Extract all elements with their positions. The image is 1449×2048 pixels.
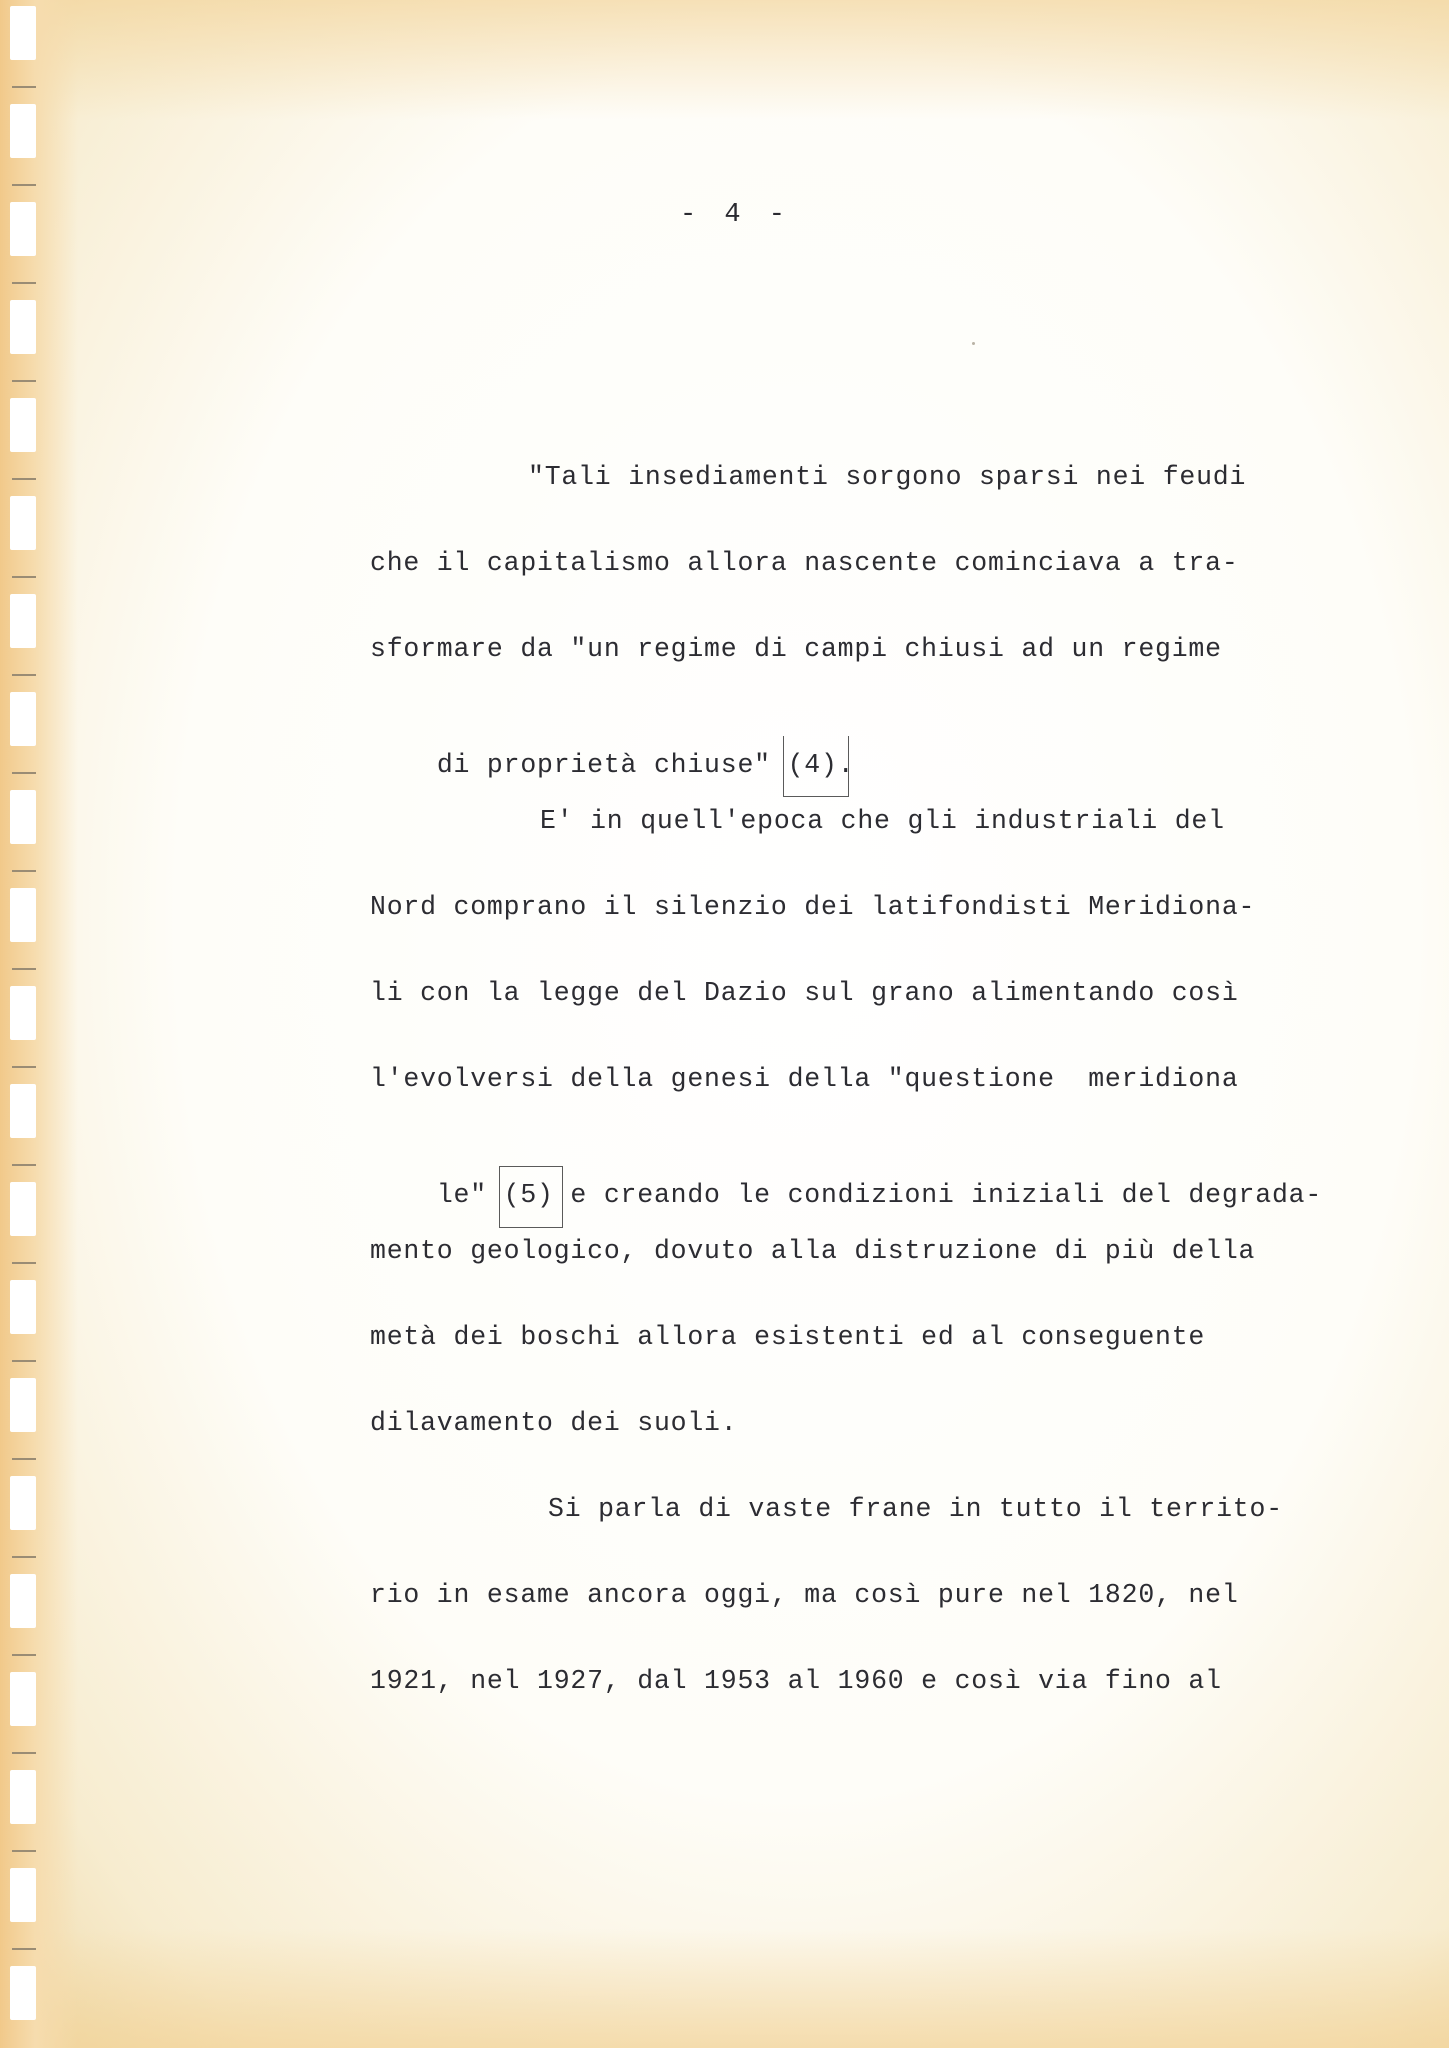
reference-box xyxy=(783,736,849,797)
perforation-hole xyxy=(10,1966,36,2020)
perforation-hole xyxy=(10,1378,36,1432)
text-line: "Tali insediamenti sorgono sparsi nei feudi xyxy=(528,462,1247,492)
text-line: dilavamento dei suoli. xyxy=(370,1408,738,1438)
text-segment: di proprietà chiuse" xyxy=(436,750,788,780)
bottom-edge-shading xyxy=(0,1928,1449,2048)
perforation-tick xyxy=(12,1948,36,1950)
text-line: Si parla di vaste frane in tutto il territo- xyxy=(548,1494,1283,1524)
perforation-tick xyxy=(12,380,36,382)
page-number: - 4 - xyxy=(680,200,792,230)
text-line xyxy=(370,1150,1322,1240)
perforation-hole xyxy=(10,790,36,844)
text-segment: le" xyxy=(436,1180,504,1210)
perforation-hole xyxy=(10,986,36,1040)
perforation-tick xyxy=(12,1458,36,1460)
footnote-reference-label: (4) xyxy=(787,750,838,780)
perforation-hole xyxy=(10,496,36,550)
footnote-reference-label: (5) xyxy=(503,1180,554,1210)
perforation-hole xyxy=(10,1770,36,1824)
perforation-tick xyxy=(12,870,36,872)
footnote-reference xyxy=(504,1180,554,1210)
perforation-hole xyxy=(10,398,36,452)
perforation-tick xyxy=(12,478,36,480)
text-segment: . xyxy=(837,750,855,780)
text-line: rio in esame ancora oggi, ma così pure nel 1820, nel xyxy=(370,1580,1239,1610)
reference-box xyxy=(499,1166,563,1228)
perforation-tick xyxy=(12,968,36,970)
perforation-hole xyxy=(10,1476,36,1530)
text-line xyxy=(370,720,854,810)
text-line: mento geologico, dovuto alla distruzione di più della xyxy=(370,1236,1256,1266)
perforation-hole xyxy=(10,300,36,354)
text-line: metà dei boschi allora esistenti ed al conseguente xyxy=(370,1322,1206,1352)
perforation-tick xyxy=(12,772,36,774)
perforation-tick xyxy=(12,1360,36,1362)
perforation-hole xyxy=(10,6,36,60)
paper-speck xyxy=(972,342,975,345)
perforation-tick xyxy=(12,86,36,88)
perforated-margin-strip xyxy=(0,0,78,2048)
perforation-tick xyxy=(12,282,36,284)
text-line: Nord comprano il silenzio dei latifondisti Meridiona- xyxy=(370,892,1256,922)
text-line: li con la legge del Dazio sul grano alimentando così xyxy=(370,978,1239,1008)
text-line: 1921, nel 1927, dal 1953 al 1960 e così via fino al xyxy=(370,1666,1222,1696)
perforation-tick xyxy=(12,576,36,578)
perforation-tick xyxy=(12,1556,36,1558)
text-line: l'evolversi della genesi della "questione meridiona xyxy=(370,1064,1239,1094)
perforation-hole xyxy=(10,202,36,256)
perforation-hole xyxy=(10,1280,36,1334)
perforation-hole xyxy=(10,692,36,746)
perforation-hole xyxy=(10,1868,36,1922)
perforation-hole xyxy=(10,1084,36,1138)
text-line: che il capitalismo allora nascente cominciava a tra- xyxy=(370,548,1239,578)
perforation-hole xyxy=(10,594,36,648)
perforation-hole xyxy=(10,1182,36,1236)
text-line: sformare da "un regime di campi chiusi ad un regime xyxy=(370,634,1222,664)
perforation-tick xyxy=(12,184,36,186)
text-segment: e creando le condizioni iniziali del degrada- xyxy=(553,1180,1323,1210)
perforation-tick xyxy=(12,1654,36,1656)
top-edge-shading xyxy=(0,0,1449,120)
text-line: E' in quell'epoca che gli industriali del xyxy=(540,806,1225,836)
perforation-tick xyxy=(12,1850,36,1852)
perforation-tick xyxy=(12,1752,36,1754)
perforation-hole xyxy=(10,1574,36,1628)
perforation-hole xyxy=(10,888,36,942)
perforation-hole xyxy=(10,104,36,158)
perforation-tick xyxy=(12,674,36,676)
footnote-reference xyxy=(788,750,838,780)
perforation-tick xyxy=(12,1262,36,1264)
perforation-tick xyxy=(12,1164,36,1166)
perforation-tick xyxy=(12,1066,36,1068)
perforation-hole xyxy=(10,1672,36,1726)
